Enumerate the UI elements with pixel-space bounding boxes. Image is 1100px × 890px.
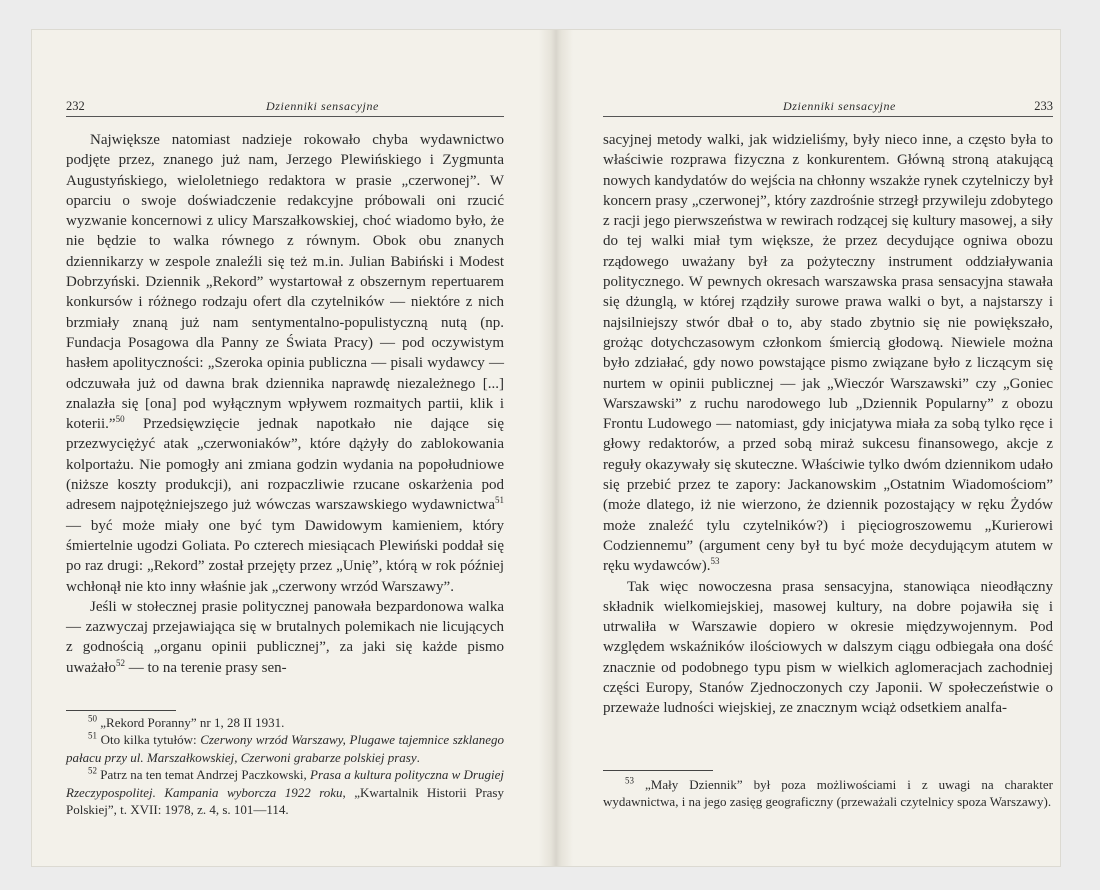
right-running-title: Dzienniki sensacyjne <box>783 99 896 113</box>
left-p2-text-a: Jeśli w stołecznej prasie politycznej panowała bezpardonowa walka — zazwyczaj przejawiająca się w brutalnych polemikach nie licujących z godnością „organu opinii publicznej”, za jaki się każde pismo uważało <box>66 598 504 676</box>
footnote-51-text-c: . <box>416 749 420 765</box>
footnote-50 <box>66 714 504 731</box>
footnote-50-text: „Rekord Poranny” nr 1, 28 II 1931. <box>97 715 285 730</box>
footnote-52-text-c: , „Kwartalnik Historii Prasy Polskiej”, t. XVII: 1978, z. 4, s. 101—114. <box>66 784 504 818</box>
left-running-head <box>66 96 504 117</box>
footnote-52 <box>66 766 504 818</box>
left-page <box>32 30 539 866</box>
book-spread <box>32 30 1060 866</box>
footnote-ref-51: 51 <box>495 495 504 506</box>
right-page-number: 233 <box>1034 99 1053 113</box>
left-running-title: Dzienniki sensacyjne <box>266 99 379 113</box>
right-footnotes <box>603 776 1053 811</box>
footnote-51-text-a: Oto kilka tytułów: <box>97 732 201 748</box>
book-gutter <box>539 30 573 866</box>
footnote-53 <box>603 776 1053 811</box>
left-paragraph-1 <box>66 130 504 597</box>
left-p1-text-c: — być może miały one być tym Dawidowym kamieniem, który śmiertelnie ugodzi Goliata. Po czterech miesiącach Plewiński poddał się po raz drugi: „Rekord” został przejęty przez „Unię”, którą w rok później wchłonął nie kto inny właśnie jak „czerwony wrzód Warszawy”. <box>66 517 504 595</box>
footnote-53-number: 53 <box>625 775 634 786</box>
left-body-text <box>66 130 504 678</box>
footnote-51-titles: Czerwony wrzód Warszawy, Plugawe tajemnice szklanego pałacu przy ul. Marszałkowskiej, Czerwoni grabarze polskiej prasy <box>66 732 504 765</box>
right-footnote-rule <box>603 770 713 771</box>
left-p2-text-b: — to na terenie prasy sen- <box>124 659 287 676</box>
footnote-ref-52: 52 <box>115 657 125 668</box>
right-page <box>573 30 1060 866</box>
footnote-52-number: 52 <box>88 765 97 776</box>
footnote-53-text: „Mały Dziennik” był poza możliwościami i z uwagi na charakter wydawnictwa, i na jego zasięg geograficzny (przeważali czytelnicy spoza Warszawy). <box>603 777 1053 810</box>
left-paragraph-2 <box>66 597 504 678</box>
left-p1-text-a: Największe natomiast nadzieje rokowało chyba wydawnictwo podjęte przez, znanego już nam, Jerzego Plewińskiego i Zygmunta Augustyńskiego, wieloletniego redaktora w prasie „czerwonej”. W oparciu o swoje doświadczenie redakcyjne próbowali oni rzucić wyzwanie koncernowi z ulicy Marszałkowskiej, choć wiadomo było, że nie będzie to walka równego z równym. Obok obu znanych dziennikarzy w zespole znaleźli się też m.in. Julian Babiński i Modest Dobrzyński. Dziennik „Rekord” wystartował z obszernym repertuarem konkursów i różnego rodzaju ofert dla czytelników — niektóre z nich brzmiały znaną już nam sentymentalno-populistyczną nutą (np. Fundacja Posagowa dla Panny ze Świata Pracy) — pod oczywistym hasłem apolityczności: „Szeroka opinia publiczna — pisali wydawcy — odczuwała już od dawna brak dziennika naprawdę niezależnego [...] znalazła się [ona] pod wyłącznym wpływem rozmaitych partii, klik i koterii.” <box>66 132 504 433</box>
footnote-52-title: Prasa a kultura polityczna w Drugiej Rzeczypospolitej. Kampania wyborcza 1922 roku <box>66 767 504 800</box>
footnote-51 <box>66 731 504 766</box>
footnote-52-text-a: Patrz na ten temat Andrzej Paczkowski, <box>97 767 311 783</box>
left-page-number: 232 <box>66 99 85 113</box>
footnote-50-number: 50 <box>88 713 97 724</box>
left-footnote-rule <box>66 710 176 711</box>
right-body-text <box>603 130 1053 719</box>
left-p1-text-b: Przedsięwzięcie jednak napotkało nie dające się przezwyciężyć atak „czerwoniaków”, które dążyły do zablokowania kolportażu. Nie pomogły ani zmiana godzin wydania na popołudniowe (niższe koszty produkcji), ani rozpaczliwie rzucane oskarżenia pod adresem najpotężniejszego już wówczas warszawskiego wydawnictwa <box>66 416 504 514</box>
right-paragraph-2: Tak więc nowoczesna prasa sensacyjna, stanowiąca nieodłączny składnik wielkomiejskiej, masowej kultury, na dobre pojawiła się i utrwaliła w Warszawie dopiero w okresie międzywojennym. Pod względem wskaźników ilościowych w dalszym ciągu odbiegała ona dość znacznie od podobnego typu pism w wielkich aglomeracjach zachodniej części Europy, Stanów Zjednoczonych czy Japonii. W społeczeństwie o przeważe ludności wiejskiej, ze znacznym wciąż odsetkiem analfa- <box>603 578 1053 717</box>
right-running-head <box>603 96 1053 117</box>
left-footnotes <box>66 714 504 818</box>
footnote-ref-50: 50 <box>115 414 125 425</box>
right-p1-text-b: (argument ceny był tu być może decydującym atutem w ręku wydawców). <box>603 537 1053 575</box>
footnote-ref-53: 53 <box>710 556 720 567</box>
right-p1-text-a: sacyjnej metody walki, jak widzieliśmy, były nieco inne, a często była to właściwie rozprawa fizyczna z konkurentem. Główną stroną atakującą nowych kandydatów do wejścia na chłonny wszakże rynek czytelniczy był koncern prasy „czerwonej”, który zazdrośnie strzegł przywileju zdobytego z racji jego pierwszeństwa w rewirach rodzącej się kultury masowej, a siły do tej walki miał tym większe, że przez decydujące ogniwa obozu rządowego uważany był za pożyteczny instrument oddziaływania politycznego. W pewnych okresach warszawska prasa sensacyjna stawała się dżunglą, w której rządziły surowe prawa walki o byt, a najstarszy i najsilniejszy stwór dbał o to, aby stado zbytnio się nie powiększało, grożąc dotychczasowym członkom śmiercią głodową. Niewiele można było zdziałać, gdy nowo powstające pismo związane było z liczącym się nurtem w opinii publicznej — jak „Wieczór Warszawski” czy „Goniec Warszawski” z ruchu narodowego lub „Dziennik Popularny” z obozu Frontu Ludowego — natomiast, gdy inicjatywa miała za sobą tylko ręce i głowy redaktorów, a przed sobą miraż sukcesu finansowego, akcje z reguły okazywały się skuteczne. Właściwie tylko dwóm dziennikom udało się przebić przez te zapory: Jackanowskim „Ostatnim Wiadomościom” (może dlatego, iż nie wierzono, że dziennik pozostający w ręku Żydów może znaleźć tylu czytelników?) i pięciogroszowemu „Kurierowi Codziennemu” <box>603 132 1053 554</box>
footnote-51-number: 51 <box>88 731 97 742</box>
right-paragraph-1 <box>603 130 1053 577</box>
